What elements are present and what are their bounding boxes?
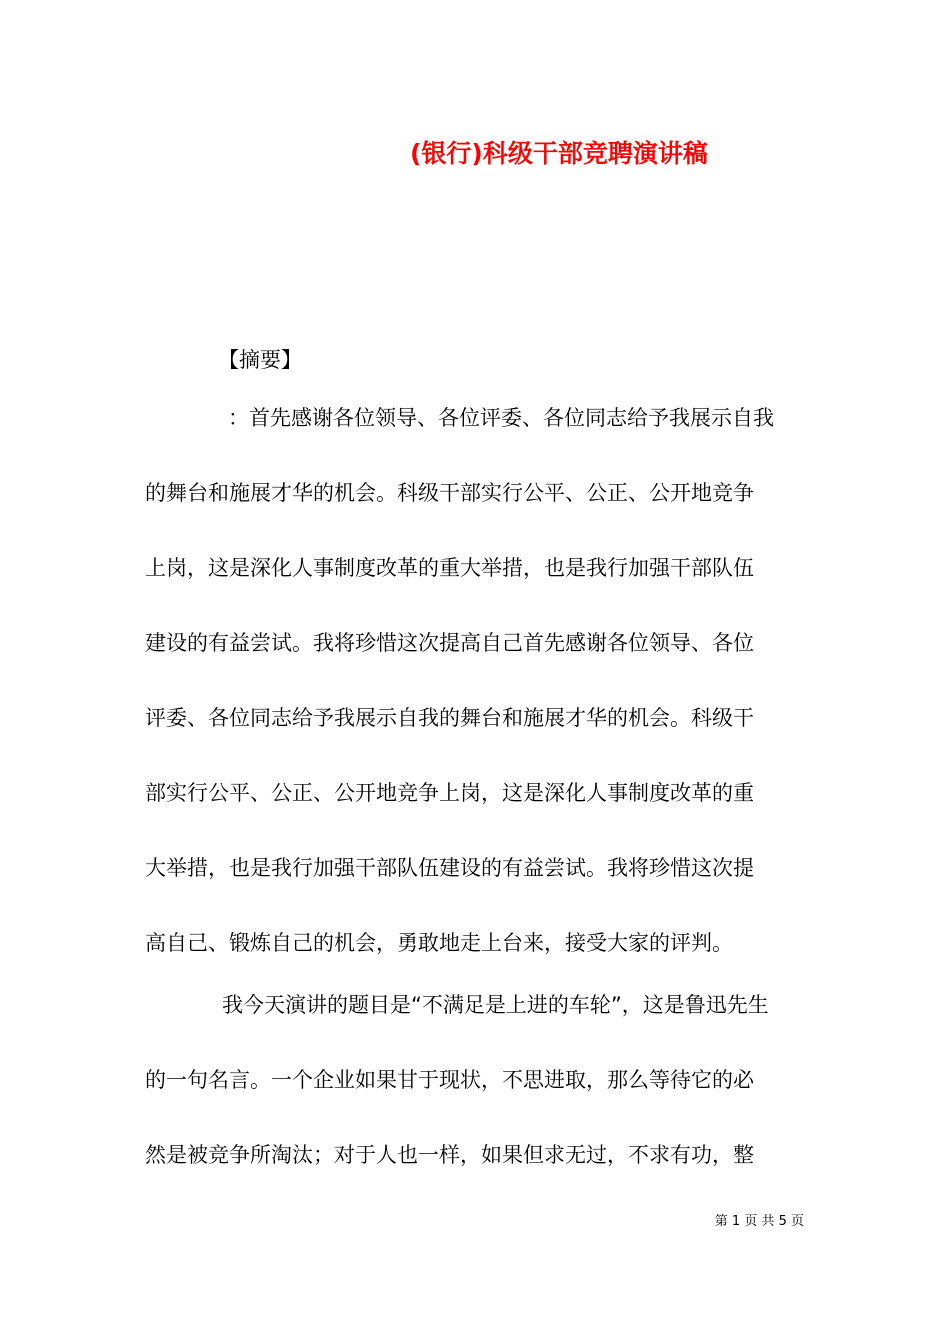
body-line-2: 的舞台和施展才华的机会。科级干部实行公平、公正、公开地竞争 (145, 481, 754, 505)
body-line-5: 评委、各位同志给予我展示自我的舞台和施展才华的机会。科级干 (145, 706, 754, 730)
body-line-9: 我今天演讲的题目是“不满足是上进的车轮”，这是鲁迅先生 (222, 993, 769, 1017)
document-title: (银行)科级干部竞聘演讲稿 (410, 139, 708, 168)
body-line-8: 高自己、锻炼自己的机会，勇敢地走上台来，接受大家的评判。 (145, 931, 733, 955)
body-line-3: 上岗，这是深化人事制度改革的重大举措，也是我行加强干部队伍 (145, 556, 754, 580)
page-number-footer: 第 1 页 共 5 页 (714, 1214, 804, 1229)
body-line-10: 的一句名言。一个企业如果甘于现状，不思进取，那么等待它的必 (145, 1068, 754, 1092)
body-line-11: 然是被竞争所淘汰；对于人也一样，如果但求无过，不求有功，整 (145, 1143, 754, 1167)
abstract-heading: 【摘要】 (218, 348, 302, 372)
body-line-4: 建设的有益尝试。我将珍惜这次提高自己首先感谢各位领导、各位 (145, 631, 754, 655)
body-line-7: 大举措，也是我行加强干部队伍建设的有益尝试。我将珍惜这次提 (145, 856, 754, 880)
body-line-6: 部实行公平、公正、公开地竞争上岗，这是深化人事制度改革的重 (145, 781, 754, 805)
body-line-1: ：首先感谢各位领导、各位评委、各位同志给予我展示自我 (228, 406, 774, 430)
